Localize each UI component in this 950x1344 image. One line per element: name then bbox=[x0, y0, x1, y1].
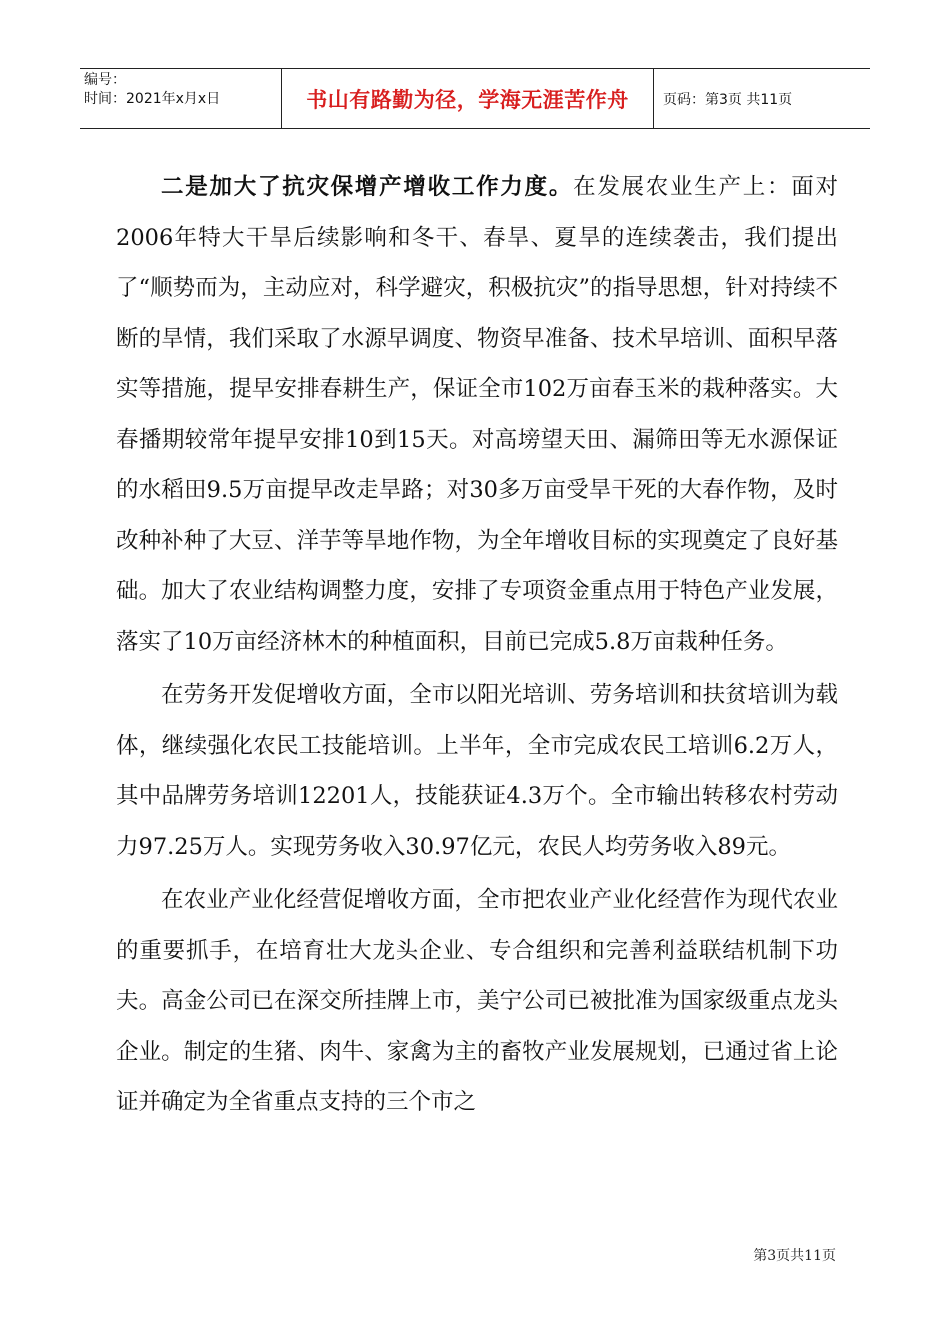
document-body bbox=[116, 162, 838, 1128]
paragraph-text: 在劳务开发促增收方面，全市以阳光培训、劳务培训和扶贫培训为载体，继续强化农民工技能培训。上半年，全市完成农民工培训6.2万人，其中品牌劳务培训12201人，技能获证4.3万个。全市输出转移农村劳动力97.25万人。实现劳务收入30.97亿元，农民人均劳务收入89元。 bbox=[116, 682, 838, 860]
paragraph-lead-heading: 二是加大了抗灾保增产增收工作力度。 bbox=[161, 174, 574, 200]
paragraph-text: 在发展农业生产上：面对2006年特大干旱后续影响和冬干、春旱、夏旱的连续袭击，我们提出了“顺势而为，主动应对，科学避灾，积极抗灾”的指导思想，针对持续不断的旱情，我们采取了水源早调度、物资早准备、技术早培训、面积早落实等措施，提早安排春耕生产，保证全市102万亩春玉米的栽种落实。大春播期较常年提早安排10到15天。对高塝望天田、漏筛田等无水源保证的水稻田9.5万亩提早改走旱路；对30多万亩受旱干死的大春作物，及时改种补种了大豆、洋芋等旱地作物，为全年增收目标的实现奠定了良好基础。加大了农业结构调整力度，安排了专项资金重点用于特色产业发展，落实了10万亩经济林木的种植面积，目前已完成5.8万亩栽种任务。 bbox=[116, 174, 838, 655]
paragraph-labor-income bbox=[116, 670, 838, 872]
header-info-cell bbox=[80, 69, 282, 128]
paragraph-industrialization bbox=[116, 875, 838, 1128]
paragraph-text: 在农业产业化经营促增收方面，全市把农业产业化经营作为现代农业的重要抓手，在培育壮大龙头企业、专合组织和完善利益联结机制下功夫。高金公司已在深交所挂牌上市，美宁公司已被批准为国家级重点龙头企业。制定的生猪、肉牛、家禽为主的畜牧产业发展规划，已通过省上论证并确定为全省重点支持的三个市之 bbox=[116, 887, 838, 1115]
document-time-label: 时间：2021年x月x日 bbox=[84, 91, 221, 107]
header-motto: 书山有路勤为径，学海无涯苦作舟 bbox=[282, 69, 654, 128]
page-footer-number: 第3页共11页 bbox=[753, 1248, 836, 1264]
document-number-label: 编号： bbox=[84, 72, 126, 88]
header-page-label: 页码：第3页 共11页 bbox=[663, 91, 793, 108]
paragraph-disaster-relief bbox=[116, 162, 838, 667]
page-header bbox=[80, 68, 870, 129]
